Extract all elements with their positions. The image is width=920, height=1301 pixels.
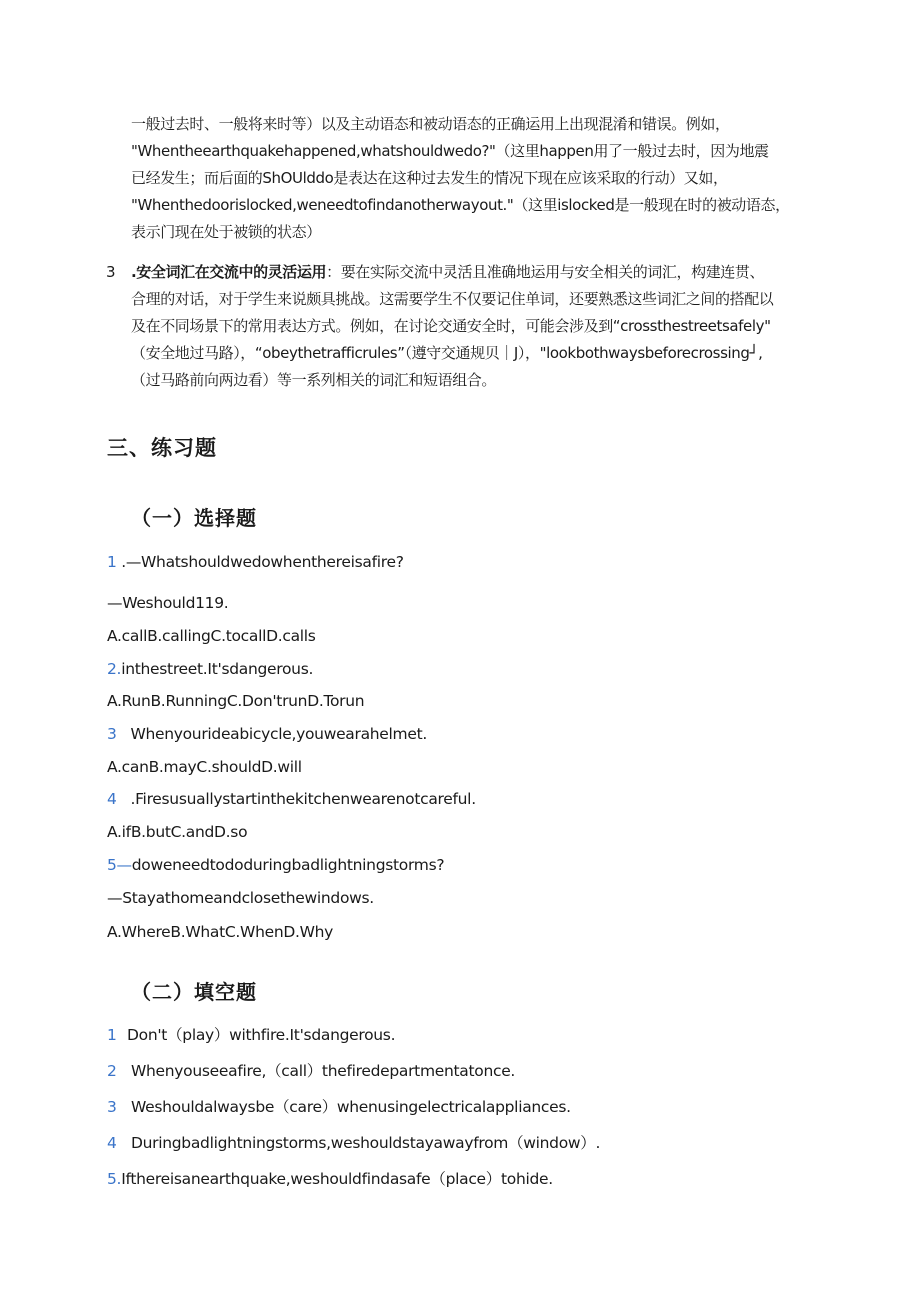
question-2 (107, 660, 313, 678)
paragraph-line: （过马路前向两边看）等一系列相关的词汇和短语组合。 (131, 371, 497, 389)
question-text: Whenyourideabicycle,youwearahelmet. (116, 725, 427, 743)
fill-section-title: （二）填空题 (131, 980, 257, 1004)
question-text: .Firesusuallystartinthekitchenwearenotcareful. (116, 790, 476, 808)
question-number: 2. (107, 660, 122, 678)
question-number: 5— (107, 856, 132, 874)
question-number: 3 (107, 725, 117, 743)
point-3-intro: ：要在实际交流中灵活且准确地运用与安全相关的词汇，构建连贯、 (326, 263, 765, 281)
fill-question-5 (107, 1167, 553, 1189)
paragraph-line: "Whenthedoorislocked,weneedtofindanotherwayout."（这里islocked是一般现在时的被动语态， (131, 196, 790, 214)
question-text: Duringbadlightningstorms,weshouldstayawayfrom（window）. (131, 1134, 601, 1152)
point-3-title: .安全词汇在交流中的灵活运用 (131, 263, 327, 281)
section-title: 三、练习题 (107, 436, 217, 460)
question-5 (107, 856, 444, 874)
paragraph-line: 及在不同场景下的常用表达方式。例如，在讨论交通安全时，可能会涉及到“crossthestreetsafely" (131, 317, 771, 335)
question-text: Don't（play）withfire.It'sdangerous. (127, 1026, 396, 1044)
question-4-options: A.ifB.butC.andD.so (107, 823, 248, 841)
point-3-paragraph (106, 259, 796, 394)
question-number: 1 (107, 553, 117, 571)
paragraph-line: 表示门现在处于被锁的状态） (131, 223, 321, 241)
fill-question-3 (107, 1095, 571, 1117)
grammar-paragraph (131, 111, 821, 246)
question-text: doweneedtododuringbadlightningstorms? (131, 856, 445, 874)
question-number: 3 (107, 1098, 117, 1116)
question-number: 5. (107, 1170, 122, 1188)
question-3-options: A.canB.mayC.shouldD.will (107, 758, 302, 776)
question-text: inthestreet.It'sdangerous. (121, 660, 314, 678)
choice-section-title: （一）选择题 (131, 506, 257, 530)
fill-question-1 (107, 1023, 395, 1045)
question-1-answer-line: —Weshould119. (107, 594, 229, 612)
paragraph-line: 合理的对话，对于学生来说颇具挑战。这需要学生不仅要记住单词，还要熟悉这些词汇之间的搭配以 (131, 290, 774, 308)
paragraph-line: "Whentheearthquakehappened,whatshouldwedo?"（这里happen用了一般过去时，因为地震 (131, 142, 769, 160)
question-5-options: A.WhereB.WhatC.WhenD.Why (107, 923, 334, 941)
fill-question-4 (107, 1131, 600, 1153)
question-number: 4 (107, 790, 117, 808)
question-5-answer-line: —Stayathomeandclosethewindows. (107, 889, 374, 907)
question-number: 1 (107, 1026, 117, 1044)
question-1 (107, 553, 404, 571)
paragraph-line: 已经发生；而后面的ShOUlddo是表达在这种过去发生的情况下现在应该采取的行动）又如， (131, 169, 728, 187)
question-2-options: A.RunB.RunningC.Don'trunD.Torun (107, 692, 365, 710)
paragraph-line: 一般过去时、一般将来时等）以及主动语态和被动语态的正确运用上出现混淆和错误。例如， (131, 115, 730, 133)
question-text: .—Whatshouldwedowhenthereisafire? (116, 553, 404, 571)
paragraph-line: （安全地过马路），“obeythetrafficrules”（遵守交通规贝｜J），"lookbothwaysbeforecrossing┘, (131, 344, 763, 362)
question-text: Ifthereisanearthquake,weshouldfindasafe（place）tohide. (121, 1170, 553, 1188)
question-text: Whenyouseeafire,（call）thefiredepartmentatonce. (131, 1062, 516, 1080)
point-3-first-line (106, 259, 796, 286)
question-1-options: A.callB.callingC.tocallD.calls (107, 627, 316, 645)
point-3-number: 3 (106, 263, 116, 281)
question-text: Weshouldalwaysbe（care）whenusingelectricalappliances. (131, 1098, 571, 1116)
question-number: 4 (107, 1134, 117, 1152)
question-4 (107, 790, 476, 808)
question-number: 2 (107, 1062, 117, 1080)
fill-question-2 (107, 1059, 515, 1081)
question-3 (107, 725, 427, 743)
